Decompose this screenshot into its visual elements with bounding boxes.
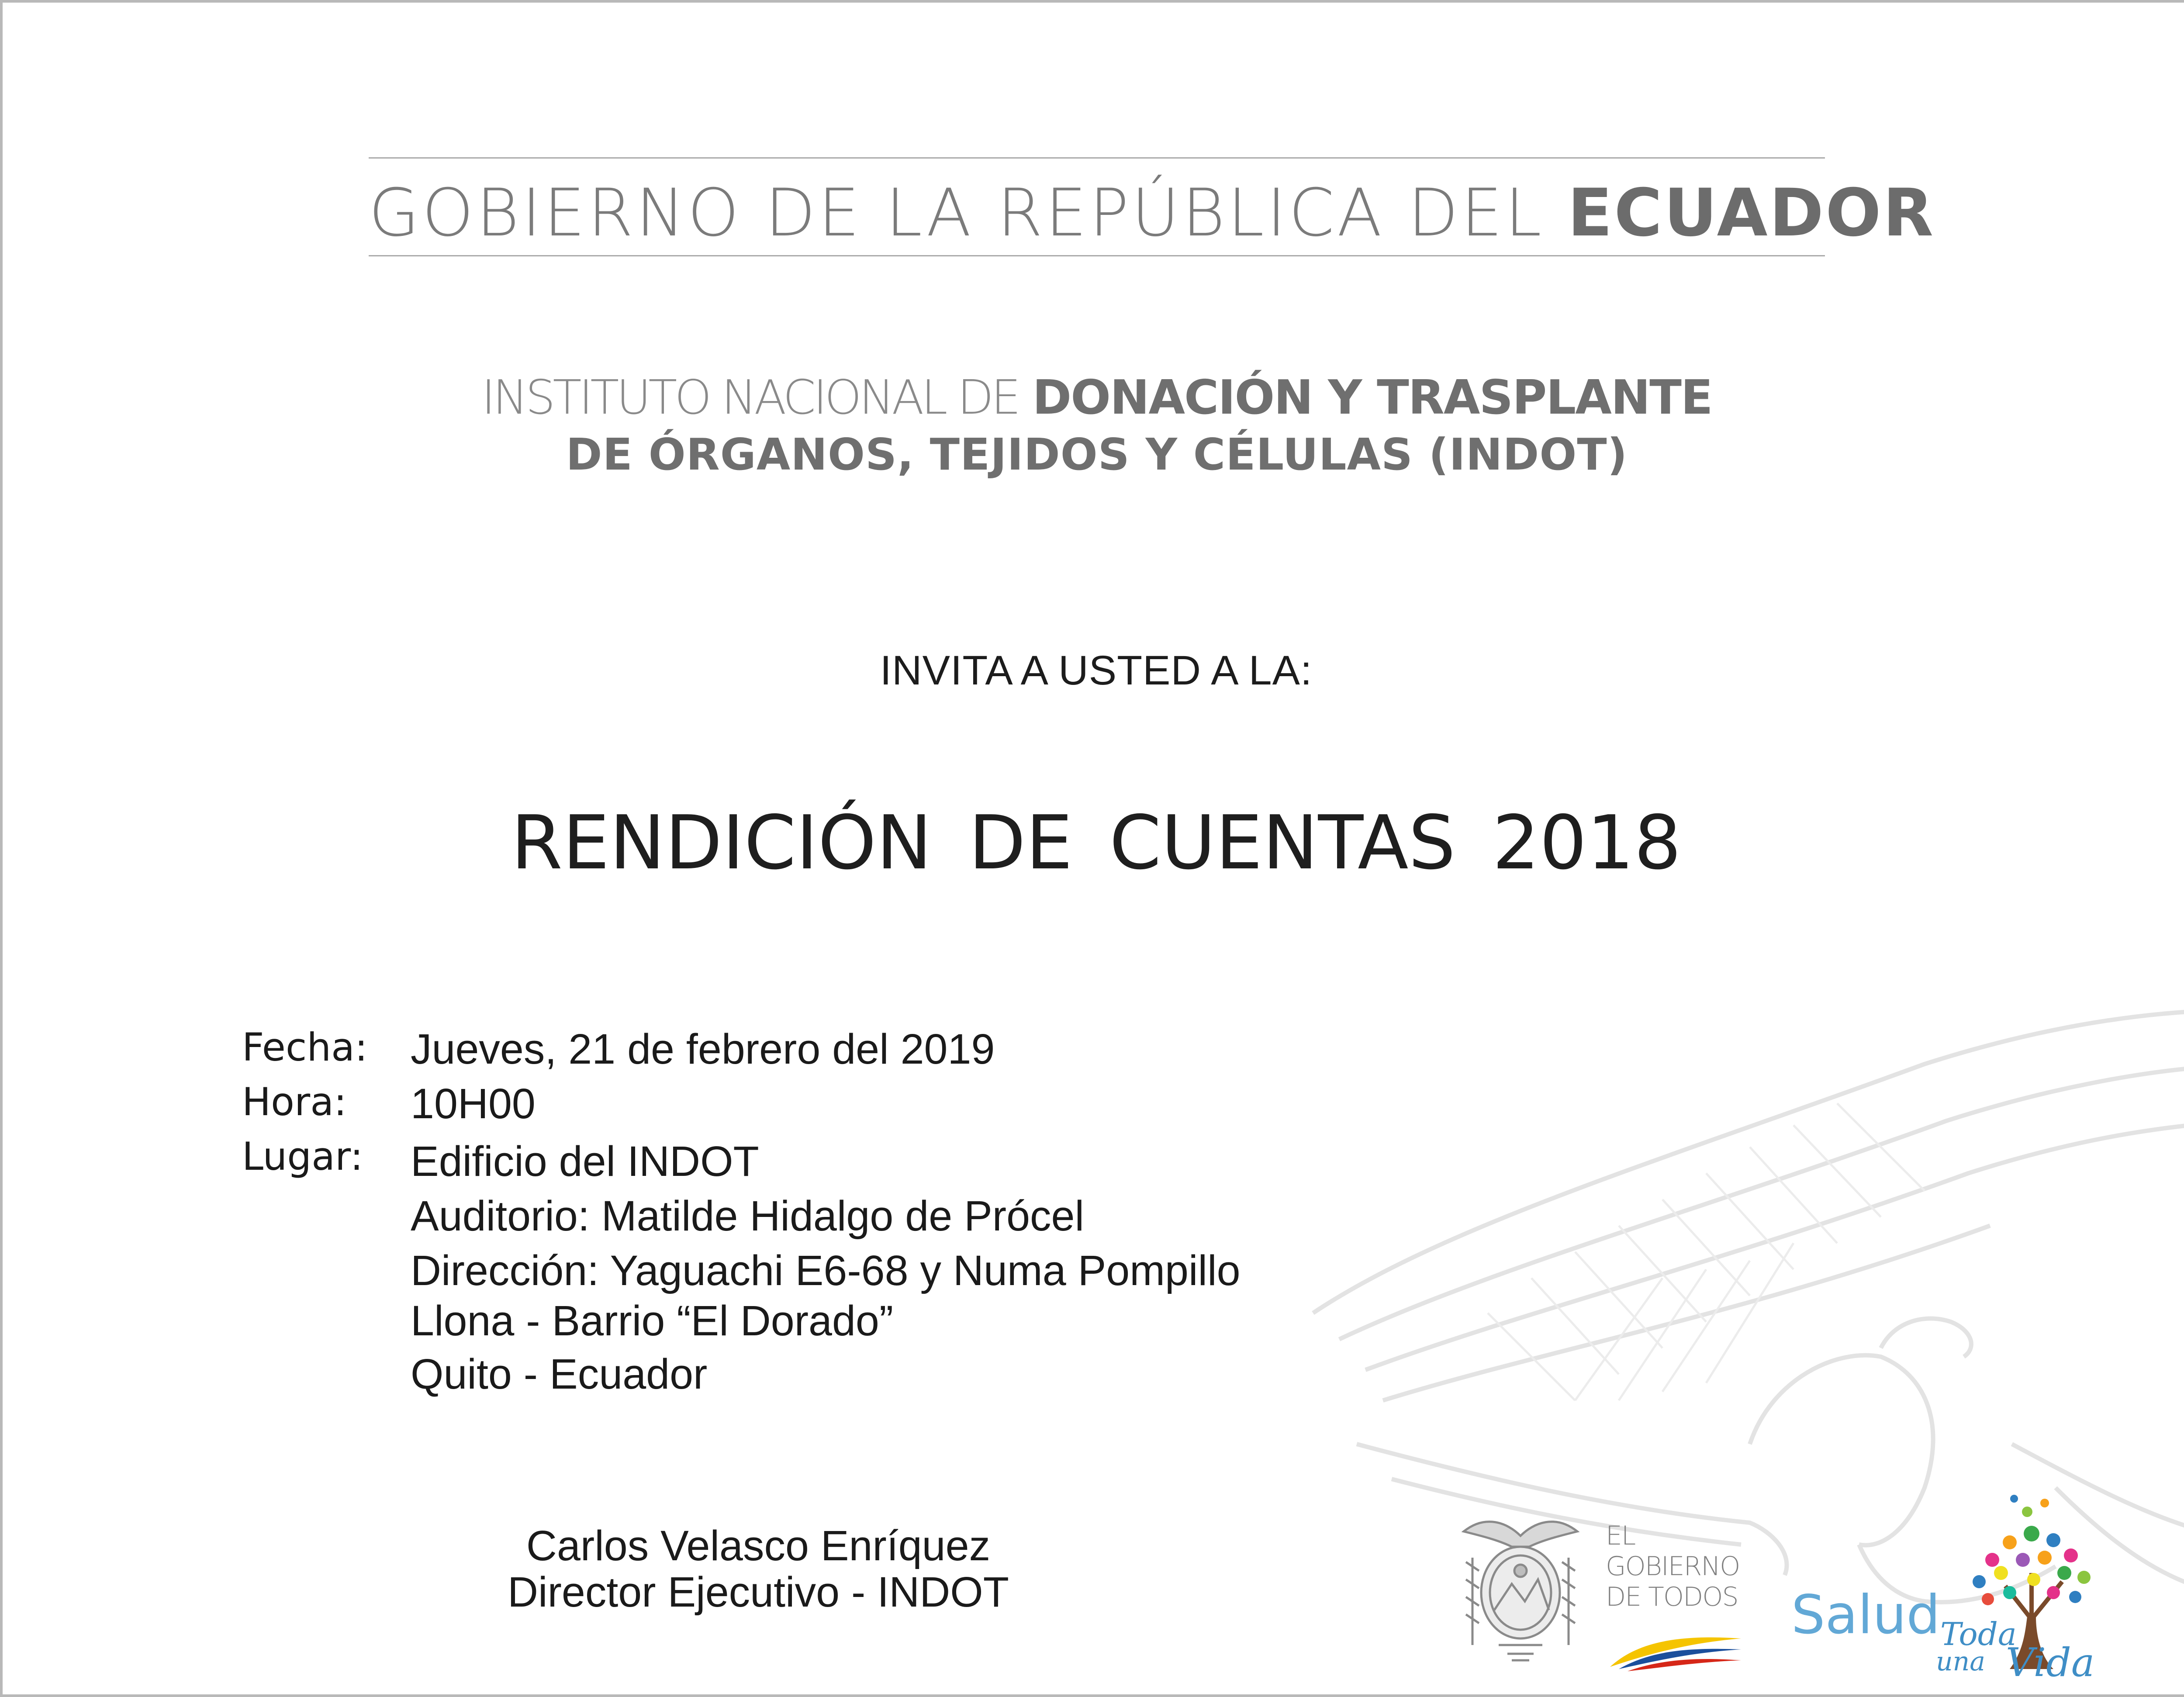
government-title (369, 175, 1935, 251)
top-rule (369, 157, 1825, 159)
date-label: Fecha: (242, 1025, 368, 1070)
flag-swoosh-icon (1610, 1625, 1741, 1673)
invite-text: INVITA A USTED A LA: (880, 647, 1313, 694)
vida-word: Vida (2006, 1640, 2095, 1686)
salud-logo-text: Salud (1791, 1584, 1940, 1646)
date-value: Jueves, 21 de febrero del 2019 (411, 1025, 995, 1073)
event-title: RENDICIÓN DE CUENTAS 2018 (511, 800, 1682, 886)
institute-line-1-bold: DONACIÓN Y TRASPLANTE (1032, 370, 1712, 425)
toda-word: Toda (1940, 1616, 2017, 1652)
time-label: Hora: (242, 1079, 347, 1124)
toda-una-vida-text (1936, 1616, 2095, 1686)
place-line: Quito - Ecuador (411, 1350, 708, 1398)
signer-title: Director Ejecutivo - INDOT (507, 1568, 1009, 1616)
place-line: Edificio del INDOT (411, 1137, 759, 1185)
coat-of-arms-icon (1446, 1505, 1595, 1671)
gobierno-line: EL (1606, 1521, 1635, 1551)
institute-name (369, 370, 1825, 483)
government-title-light: GOBIERNO DE LA REPÚBLICA DEL (369, 175, 1545, 251)
institute-line-1 (369, 370, 1825, 426)
place-address (411, 1134, 1241, 1405)
signer-name: Carlos Velasco Enríquez (526, 1522, 991, 1569)
place-line: Auditorio: Matilde Hidalgo de Prócel (411, 1192, 1085, 1240)
time-value: 10H00 (411, 1080, 536, 1127)
gobierno-de-todos-logo (1606, 1521, 1739, 1612)
signature-block (457, 1523, 1060, 1615)
bottom-rule (369, 255, 1825, 256)
institute-line-1-light: INSTITUTO NACIONAL DE (481, 370, 1019, 425)
place-line: Llona - Barrio “El Dorado” (411, 1297, 894, 1344)
government-title-bold: ECUADOR (1567, 175, 1935, 251)
gobierno-line: DE TODOS (1606, 1582, 1738, 1612)
institute-line-2: DE ÓRGANOS, TEJIDOS Y CÉLULAS (INDOT) (566, 429, 1628, 480)
gobierno-line: GOBIERNO (1606, 1551, 1740, 1582)
una-word: una (1936, 1646, 1986, 1677)
place-label: Lugar: (242, 1134, 363, 1179)
place-line: Dirección: Yaguachi E6-68 y Numa Pompillo (411, 1247, 1241, 1294)
